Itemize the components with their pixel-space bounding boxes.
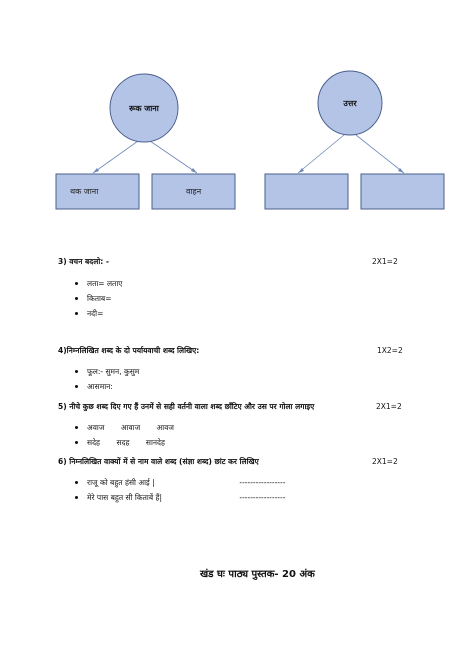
question-6-items [73,475,285,505]
arrow-line [298,135,344,173]
question-4-marks: 1X2=2 [377,346,403,355]
list-item: किताब= [73,291,122,306]
word-option[interactable]: आवाज [120,423,141,432]
question-5-marks: 2X1=2 [376,402,402,411]
word-option[interactable]: सदेह [87,438,101,447]
list-item [73,420,174,435]
arrow-line [356,135,404,173]
circle-label: रूक जाना [129,104,159,113]
question-5-items [73,420,174,450]
question-4-title: 4)निम्नलिखित शब्द के दो पर्यायवाची शब्द लिखिए: [58,346,200,355]
arrow-head [93,168,99,173]
question-6-title: 6) निम्नलिखित वाक्यों में से नाम वाले शब्द (संज्ञा शब्द) छांट कर लिखिए [58,457,259,466]
question-3-marks: 2X1=2 [372,257,398,266]
question-3-items [73,276,122,321]
arrow-line [150,141,197,173]
box-label: थक जाना [70,187,99,196]
section-heading: खंड घः पाठ्य पुस्तक- 20 अंक [200,569,315,580]
answer-blank: ----------------- [239,478,286,487]
sentence-text: राजू को बहुत हंसी आई | [87,478,155,487]
answer-box [265,174,348,209]
question-5-title: 5) नीचे कुछ शब्द दिए गए हैं उनमें से सही वर्तनी वाला शब्द छाँटिए और उस पर गोला लगाइए [58,402,315,411]
sentence-text: मेरे पास बहुत सी किताबें हैं| [87,493,163,502]
word-web-diagram [0,0,474,230]
diagram-right [265,71,444,209]
arrow-head [191,168,197,173]
diagram-left [56,74,235,209]
list-item [73,435,174,450]
list-item: आसमान: [73,379,139,394]
list-item: लता= लताए [73,276,122,291]
list-item [73,475,285,490]
list-item: फूल:- सुमन, कुसुम [73,364,139,379]
arrow-line [93,141,138,173]
answer-blank: ----------------- [239,493,286,502]
question-3-title: 3) वचन बदलो: - [58,257,109,266]
word-option[interactable]: आवज [156,423,174,432]
box-label: वाहन [186,187,202,196]
circle-label: उत्तर [343,99,357,108]
word-option[interactable]: सदह [116,438,130,447]
list-item: नदी= [73,306,122,321]
question-4-items [73,364,139,394]
word-option[interactable]: सानदेह [145,438,166,447]
word-option[interactable]: अवाज [87,423,105,432]
question-6-marks: 2X1=2 [372,457,398,466]
list-item [73,490,285,505]
answer-box [361,174,444,209]
